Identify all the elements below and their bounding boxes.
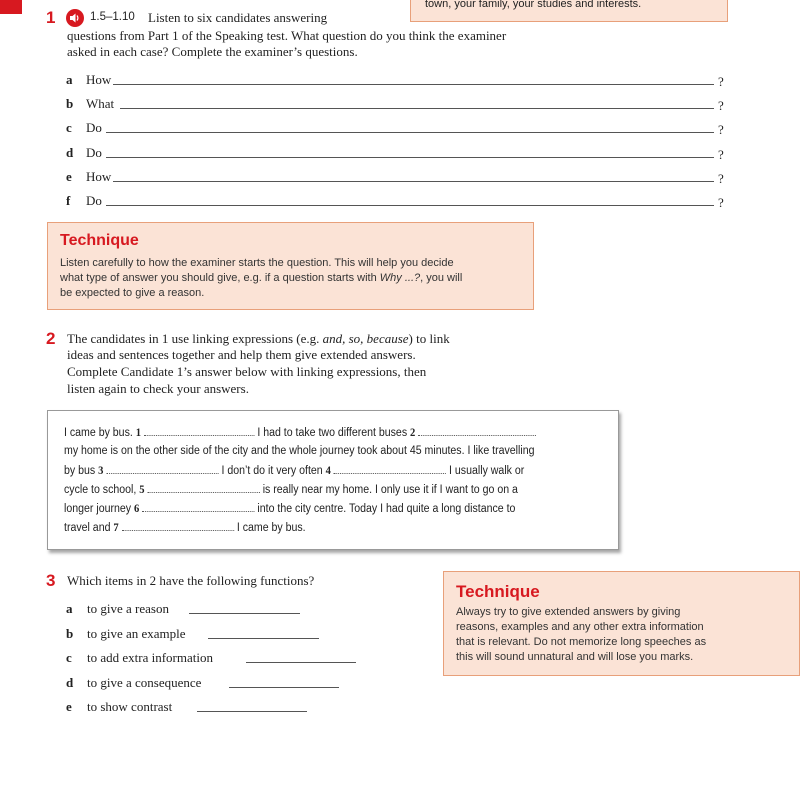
item-letter: a — [66, 72, 73, 87]
answer-line-4: cycle to school, 5 is really near my home. I only use it if I want to go on a — [64, 484, 518, 496]
technique-box-2 — [443, 571, 800, 676]
answer-line[interactable] — [208, 638, 319, 639]
exercise-2-instruction-line2: ideas and sentences together and help them give extended answers. — [67, 347, 416, 362]
answer-line[interactable] — [113, 84, 714, 85]
function-text: to give a reason — [87, 601, 169, 616]
function-text: to show contrast — [87, 699, 173, 714]
function-text: to give an example — [87, 626, 186, 641]
question-start-word: How — [86, 72, 112, 87]
question-mark: ? — [718, 195, 724, 210]
answer-line[interactable] — [246, 662, 356, 663]
answer-line[interactable] — [106, 132, 714, 133]
red-corner-tab — [0, 0, 22, 14]
exercise-3-number: 3 — [46, 571, 56, 590]
answer-line-5: longer journey 6 into the city centre. Today I had quite a long distance to — [64, 503, 516, 515]
question-mark: ? — [718, 171, 724, 186]
technique-heading: Technique — [60, 232, 139, 249]
answer-line-3: by bus 3 I don’t do it very often 4 I usually walk or — [64, 465, 525, 477]
gap-5[interactable] — [148, 483, 260, 493]
question-start-word: Do — [86, 120, 102, 135]
gap-3[interactable] — [106, 464, 218, 474]
answer-line[interactable] — [189, 613, 300, 614]
question-row-c — [66, 120, 726, 138]
function-text: to add extra information — [87, 650, 213, 665]
answer-line[interactable] — [106, 157, 714, 158]
technique-text-line1: Listen carefully to how the examiner starts the question. This will help you decide — [60, 257, 454, 269]
answer-line-1: I came by bus. 1 I had to take two different buses 2 — [64, 426, 536, 439]
item-letter: e — [66, 169, 72, 184]
answer-line-2: my home is on the other side of the city and the whole journey took about 45 minutes. I like travelling — [64, 445, 535, 457]
question-start-word: What — [86, 96, 115, 111]
previous-technique-text: town, your family, your studies and interests. — [425, 0, 642, 10]
question-start-word: Do — [86, 145, 102, 160]
answer-line[interactable] — [120, 108, 714, 109]
exercise-2-instruction-line1: The candidates in 1 use linking expressions (e.g. and, so, because) to link — [67, 331, 450, 346]
technique2-text-line4: this will sound unnatural and will lose you marks. — [456, 651, 694, 663]
question-row-a — [66, 72, 726, 90]
exercise-1-instruction-line1: Listen to six candidates answering — [148, 10, 328, 25]
gap-4[interactable] — [334, 464, 446, 474]
technique-text-line3: be expected to give a reason. — [60, 287, 205, 299]
technique-heading-2: Technique — [456, 582, 540, 601]
answer-line-6: travel and 7 I came by bus. — [64, 522, 306, 534]
question-row-b — [66, 96, 726, 114]
question-start-word: Do — [86, 193, 102, 208]
audio-play-icon[interactable] — [66, 9, 84, 27]
gap-7[interactable] — [122, 521, 234, 531]
exercise-1-number: 1 — [46, 8, 56, 27]
item-letter: c — [66, 120, 72, 135]
audio-track-reference: 1.5–1.10 — [90, 11, 135, 23]
function-text: to give a consequence — [87, 675, 202, 690]
exercise-1-instruction-line3: asked in each case? Complete the examiner’s questions. — [67, 44, 358, 59]
exercise-1-instruction-line2: questions from Part 1 of the Speaking test. What question do you think the examiner — [67, 28, 507, 43]
question-start-word: How — [86, 169, 112, 184]
answer-line[interactable] — [229, 687, 339, 688]
answer-line[interactable] — [106, 205, 714, 206]
technique2-text-line1: Always try to give extended answers by giving — [456, 606, 681, 618]
exercise-3-instruction: Which items in 2 have the following functions? — [67, 573, 315, 588]
item-letter: e — [66, 699, 72, 714]
item-letter: c — [66, 650, 72, 665]
answer-line[interactable] — [197, 711, 307, 712]
question-mark: ? — [718, 74, 724, 89]
technique-box-1 — [47, 222, 534, 310]
question-mark: ? — [718, 122, 724, 137]
answer-line[interactable] — [113, 181, 714, 182]
technique-text-line2: what type of answer you should give, e.g. if a question starts with Why ...?, you will — [60, 272, 463, 284]
previous-technique-box — [410, 0, 728, 22]
candidate-answer-box — [47, 410, 619, 550]
question-mark: ? — [718, 147, 724, 162]
question-row-e — [66, 169, 726, 187]
technique2-text-line2: reasons, examples and any other extra information — [456, 621, 704, 633]
item-letter: b — [66, 96, 74, 111]
exercise-2-instruction-line4: listen again to check your answers. — [67, 381, 249, 396]
technique2-text-line3: that is relevant. Do not memorize long speeches as — [456, 636, 707, 648]
gap-2[interactable] — [418, 426, 536, 436]
item-letter: a — [66, 601, 73, 616]
item-letter: d — [66, 145, 74, 160]
gap-6[interactable] — [142, 502, 254, 512]
question-row-f — [66, 193, 726, 211]
exercise-2-number: 2 — [46, 329, 56, 348]
exercise-2-instruction-line3: Complete Candidate 1’s answer below with linking expressions, then — [67, 364, 427, 379]
speaker-icon — [69, 12, 81, 24]
question-mark: ? — [718, 98, 724, 113]
item-letter: b — [66, 626, 74, 641]
item-letter: d — [66, 675, 74, 690]
gap-1[interactable] — [144, 426, 254, 436]
item-letter: f — [66, 193, 71, 208]
question-row-d — [66, 145, 726, 163]
